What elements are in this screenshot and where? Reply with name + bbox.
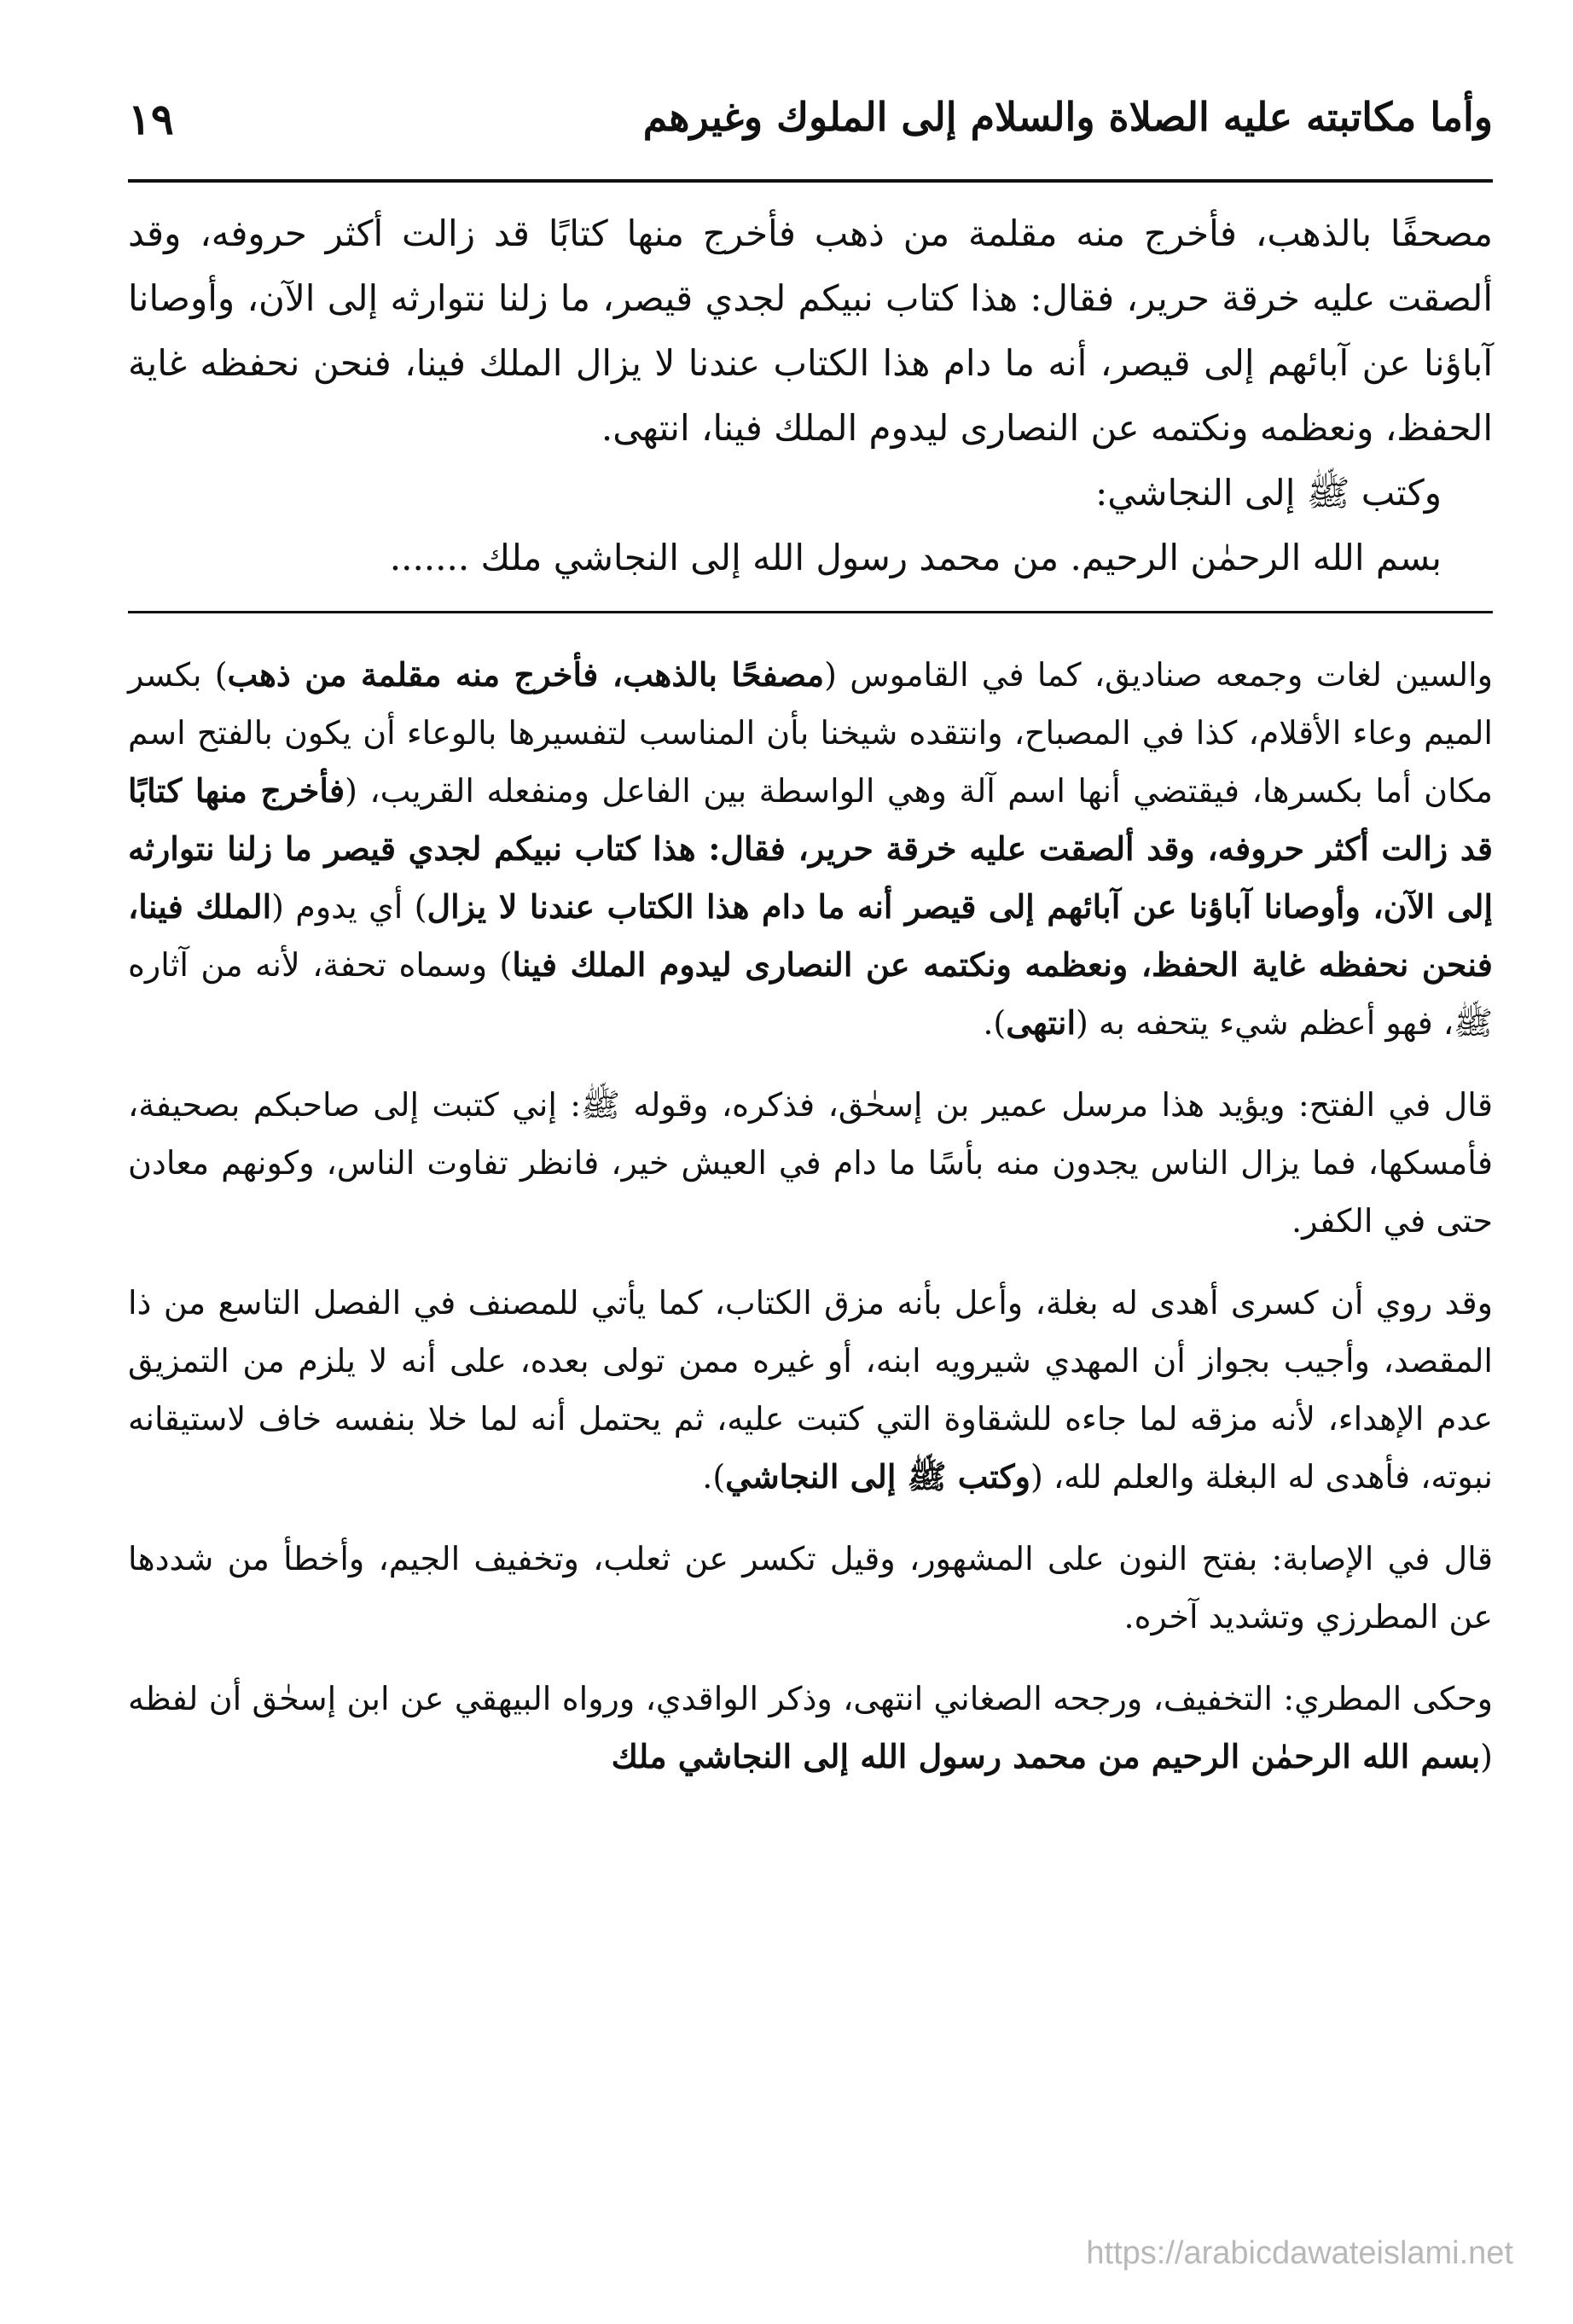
running-header [128,85,1493,179]
commentary-paragraph [128,646,1493,1052]
main-paragraph: بسم الله الرحمٰن الرحيم. من محمد رسول الله إلى النجاشي ملك ....... [389,537,1442,578]
header-title: وأما مكاتبته عليه الصلاة والسلام إلى الملوك وغيرهم [642,94,1493,140]
commentary [128,613,1493,1786]
quoted-main-text: فأخرج منها كتابًا قد زالت أكثر حروفه، وقد ألصقت عليه خرقة حرير، فقال: هذا كتاب نبيكم لجدي قيصر ما زلنا نتوارثه إلى الآن، وأوصانا آباؤنا عن آبائهم إلى قيصر أنه ما دام هذا الكتاب عندنا لا يزال [128,771,1494,926]
commentary-text: ). [702,1458,726,1496]
main-text [128,183,1493,590]
commentary-paragraph: قال في الفتح: ويؤيد هذا مرسل عمير بن إسحٰق، فذكره، وقوله ﷺ: إني كتبت إلى صاحبكم بصحيفة، فأمسكها، فما يزال الناس يجدون منه بأسًا ما دام في العيش خير، فانظر تفاوت الناس، وكونهم معادن حتى في الكفر. [128,1086,1493,1240]
commentary-paragraph [128,1670,1493,1786]
page-number: ١٩ [128,94,174,144]
commentary-paragraph [128,1274,1493,1506]
watermark-url: https://arabicdawateislami.net [1086,2235,1513,2271]
commentary-text: وحكى المطري: التخفيف، ورجحه الصغاني انتهى، وذكر الواقدي، ورواه البيهقي عن ابن إسحٰق أن لفظه ( [128,1680,1493,1775]
quoted-main-text: الملك فينا، فنحن نحفظه غاية الحفظ، ونعظمه ونكتمه عن النصارى ليدوم الملك فينا [128,887,1493,984]
quoted-main-text: وكتب ﷺ إلى النجاشي [725,1457,1031,1496]
commentary-paragraph: قال في الإصابة: بفتح النون على المشهور، وقيل تكسر عن ثعلب، وتخفيف الجيم، وأخطأ من شددها عن المطرزي وتشديد آخره. [128,1540,1493,1636]
commentary-text: ) وسماه تحفة، لأنه من آثاره ﷺ، فهو أعظم شيء يتحفه به ( [128,946,1493,1042]
quoted-main-text: مصفحًا بالذهب، فأخرج منه مقلمة من ذهب [227,655,825,694]
quoted-main-text: انتهى [1006,1003,1077,1042]
commentary-text: ). [983,1004,1007,1042]
commentary-text: والسين لغات وجمعه صناديق، كما في القاموس ( [824,656,1493,694]
main-paragraph: وكتب ﷺ إلى النجاشي: [1095,472,1442,514]
commentary-text: وقد روي أن كسرى أهدى له بغلة، وأعل بأنه مزق الكتاب، كما يأتي للمصنف في الفصل التاسع من ذا المقصد، وأجيب بجواز أن المهدي شيرويه ابنه، أو غيره ممن تولى بعده، على أنه لا يلزم من التمزيق عدم الإهداء، لأنه مزقه لما جاءه للشقاوة التي كتبت عليه، ثم يحتمل أنه لما خلا بنفسه خاف لاستيقانه نبوته، فأهدى له البغلة والعلم لله، ( [128,1284,1493,1496]
main-paragraph: مصحفًا بالذهب، فأخرج منه مقلمة من ذهب فأخرج منها كتابًا قد زالت أكثر حروفه، وقد ألصقت عليه خرقة حرير، فقال: هذا كتاب نبيكم لجدي قيصر، ما زلنا نتوارثه إلى الآن، وأوصانا آباؤنا عن آبائهم إلى قيصر، أنه ما دام هذا الكتاب عندنا لا يزال الملك فينا، فنحن نحفظه غاية الحفظ، ونعظمه ونكتمه عن النصارى ليدوم الملك فينا، انتهى. [128,212,1493,449]
commentary-text: ) أي يدوم ( [271,888,427,926]
commentary-text: ) بكسر الميم وعاء الأقلام، كذا في المصباح، وانتقده شيخنا بأن المناسب لتفسيرها بالوعاء أن يكون بالفتح اسم مكان أما بكسرها، فيقتضي أنها اسم آلة وهي الواسطة بين الفاعل ومنفعله القريب، ( [128,656,1493,810]
book-page [128,85,1493,1810]
quoted-main-text: بسم الله الرحمٰن الرحيم من محمد رسول الله إلى النجاشي ملك [611,1737,1481,1775]
